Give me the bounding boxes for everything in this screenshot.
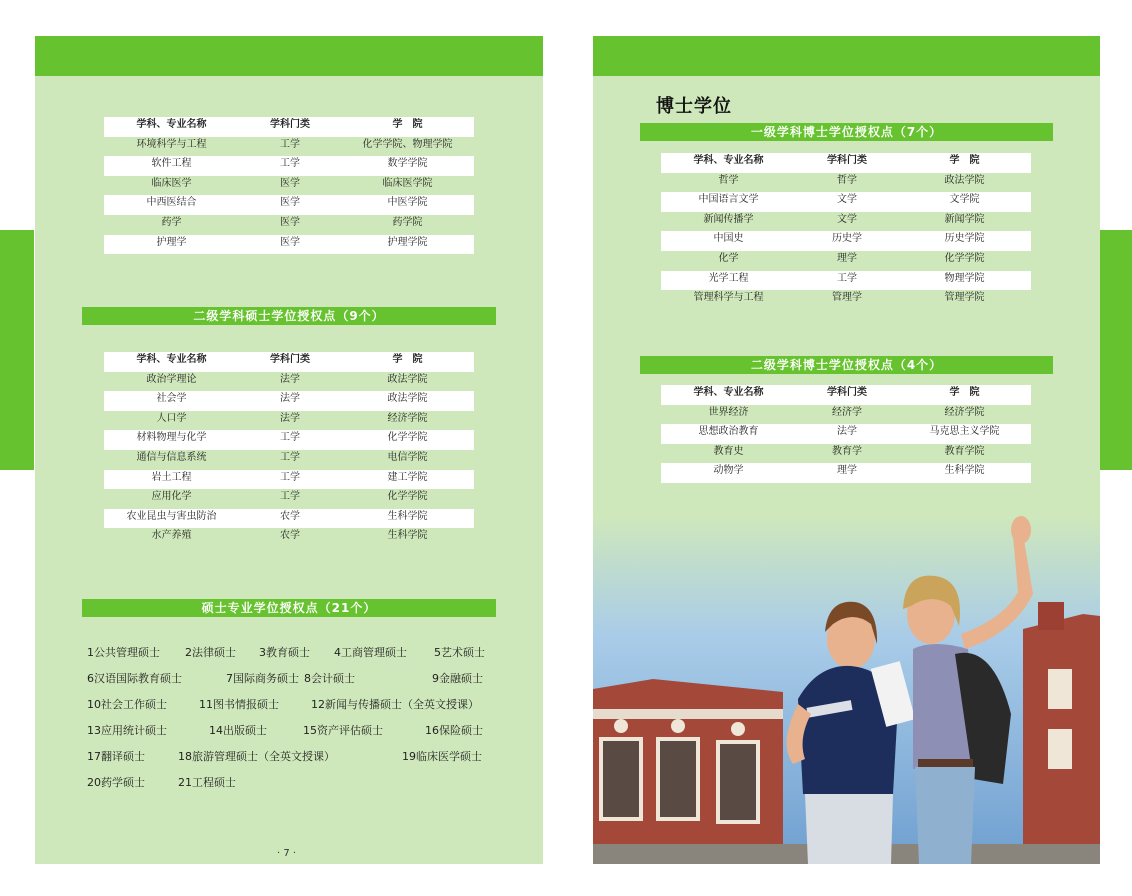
table-cell: 材料物理与化学 <box>136 432 207 444</box>
table-cell: 文学院 <box>949 194 980 206</box>
table-cell: 哲学 <box>837 174 857 186</box>
table-cell: 水产养殖 <box>151 530 192 542</box>
right-page <box>593 36 1100 864</box>
degree-item: 19临床医学硕士 <box>402 750 482 763</box>
table-cell: 中国语言文学 <box>698 194 759 206</box>
degree-line <box>87 644 507 660</box>
table-cell: 中国史 <box>713 233 744 245</box>
left-table-2 <box>104 352 474 548</box>
right-bar-1: 一级学科博士学位授权点（7个） <box>640 123 1053 141</box>
table-row <box>104 137 474 157</box>
table-cell: 光学工程 <box>708 272 749 284</box>
degree-item: 10社会工作硕士 <box>87 698 167 711</box>
table-row <box>104 372 474 392</box>
table-row <box>104 509 474 529</box>
degree-item: 15资产评估硕士 <box>303 724 383 737</box>
table-cell: 农学 <box>280 530 300 542</box>
table-cell: 学 院 <box>949 155 980 166</box>
table-cell: 学 院 <box>392 354 423 365</box>
table-cell: 化学学院 <box>944 252 985 264</box>
table-cell: 农业昆虫与害虫防治 <box>126 510 217 522</box>
table-cell: 通信与信息系统 <box>136 451 207 463</box>
right-table-2 <box>661 385 1031 483</box>
degree-item: 11图书情报硕士 <box>199 698 279 711</box>
table-cell: 管理学 <box>832 292 862 304</box>
table-row <box>104 176 474 196</box>
professional-degree-list <box>87 644 507 804</box>
table-row <box>661 405 1031 425</box>
table-cell: 临床医学 <box>151 177 192 189</box>
table-row <box>661 444 1031 464</box>
degree-item: 3教育硕士 <box>259 646 310 659</box>
page-number: · 7 · <box>277 848 297 859</box>
table-cell: 世界经济 <box>708 406 749 418</box>
table-row <box>104 470 474 490</box>
degree-item: 16保险硕士 <box>425 724 483 737</box>
degree-item: 17翻译硕士 <box>87 750 145 763</box>
table-cell: 管理学院 <box>944 292 985 304</box>
students-photo <box>593 514 1100 864</box>
degree-item: 18旅游管理硕士（全英文授课） <box>178 750 335 763</box>
table-cell: 学科门类 <box>270 354 310 365</box>
table-cell: 学 院 <box>949 387 980 398</box>
table-cell: 政治学理论 <box>146 373 197 385</box>
table-row <box>661 271 1031 291</box>
left-table-1 <box>104 117 474 254</box>
table-cell: 物理学院 <box>944 272 985 284</box>
table-cell: 经济学 <box>832 406 862 418</box>
table-cell: 新闻传播学 <box>703 213 754 225</box>
table-cell: 政法学院 <box>387 373 428 385</box>
table-cell: 学科、专业名称 <box>693 155 764 166</box>
table-cell: 药学 <box>161 216 182 228</box>
table-cell: 学科、专业名称 <box>136 119 207 130</box>
table-row <box>661 463 1031 483</box>
table-row <box>104 450 474 470</box>
right-side-tab <box>1100 230 1132 470</box>
table-cell: 法学 <box>280 393 300 405</box>
left-bar-2: 二级学科硕士学位授权点（9个） <box>82 307 496 325</box>
table-cell: 环境科学与工程 <box>136 138 207 150</box>
degree-item: 6汉语国际教育硕士 <box>87 672 182 685</box>
table-header-row <box>661 385 1031 405</box>
table-cell: 动物学 <box>713 465 744 477</box>
table-cell: 历史学院 <box>944 233 985 245</box>
table-cell: 新闻学院 <box>944 213 985 225</box>
degree-line <box>87 670 507 686</box>
table-cell: 马克思主义学院 <box>929 426 1000 438</box>
table-cell: 工学 <box>837 272 857 284</box>
degree-item: 8会计硕士 <box>304 672 355 685</box>
table-row <box>661 424 1031 444</box>
table-cell: 中医学院 <box>387 197 428 209</box>
table-cell: 理学 <box>837 252 857 264</box>
degree-line <box>87 748 507 764</box>
degree-item: 14出版硕士 <box>209 724 267 737</box>
table-cell: 医学 <box>280 197 300 209</box>
table-cell: 化学 <box>718 252 739 264</box>
table-row <box>104 235 474 255</box>
degree-item: 1公共管理硕士 <box>87 646 160 659</box>
table-cell: 化学学院 <box>387 432 428 444</box>
degree-line <box>87 774 507 790</box>
table-cell: 学科门类 <box>827 387 867 398</box>
table-header-row <box>104 117 474 137</box>
degree-item: 12新闻与传播硕士（全英文授课） <box>311 698 479 711</box>
page-title: 博士学位 <box>656 96 732 117</box>
table-cell: 政法学院 <box>944 174 985 186</box>
table-cell: 工学 <box>280 432 300 444</box>
table-cell: 学 院 <box>392 119 423 130</box>
table-cell: 农学 <box>280 510 300 522</box>
table-row <box>104 391 474 411</box>
table-cell: 工学 <box>280 451 300 463</box>
table-cell: 理学 <box>837 465 857 477</box>
table-cell: 经济学院 <box>387 412 428 424</box>
degree-item: 7国际商务硕士 <box>226 672 299 685</box>
table-cell: 医学 <box>280 236 300 248</box>
table-cell: 电信学院 <box>387 451 428 463</box>
degree-line <box>87 696 507 712</box>
table-cell: 法学 <box>837 426 857 438</box>
table-cell: 教育学 <box>832 445 862 457</box>
table-cell: 经济学院 <box>944 406 985 418</box>
table-cell: 化学学院、物理学院 <box>362 138 453 150</box>
table-cell: 生科学院 <box>944 465 985 477</box>
table-cell: 生科学院 <box>387 530 428 542</box>
table-cell: 思想政治教育 <box>698 426 759 438</box>
degree-item: 5艺术硕士 <box>434 646 485 659</box>
degree-line <box>87 722 507 738</box>
table-row <box>661 212 1031 232</box>
table-cell: 医学 <box>280 216 300 228</box>
degree-item: 20药学硕士 <box>87 776 145 789</box>
table-header-row <box>104 352 474 372</box>
table-cell: 法学 <box>280 412 300 424</box>
table-cell: 历史学 <box>832 233 862 245</box>
table-cell: 工学 <box>280 471 300 483</box>
table-cell: 学科、专业名称 <box>693 387 764 398</box>
degree-item: 9金融硕士 <box>432 672 483 685</box>
right-bar-2: 二级学科博士学位授权点（4个） <box>640 356 1053 374</box>
table-row <box>661 173 1031 193</box>
table-cell: 药学院 <box>392 216 423 228</box>
table-row <box>104 430 474 450</box>
table-cell: 管理科学与工程 <box>693 292 764 304</box>
left-page <box>35 36 543 864</box>
right-table-1 <box>661 153 1031 310</box>
table-row <box>661 231 1031 251</box>
table-cell: 哲学 <box>718 174 739 186</box>
students-photo-illustration <box>593 514 1100 864</box>
degree-item: 13应用统计硕士 <box>87 724 167 737</box>
table-row <box>104 215 474 235</box>
table-cell: 建工学院 <box>387 471 428 483</box>
table-cell: 化学学院 <box>387 491 428 503</box>
table-cell: 人口学 <box>156 412 187 424</box>
table-row <box>104 156 474 176</box>
table-cell: 学科门类 <box>270 119 310 130</box>
table-cell: 护理学院 <box>387 236 428 248</box>
table-cell: 文学 <box>837 213 857 225</box>
table-cell: 工学 <box>280 158 300 170</box>
table-cell: 生科学院 <box>387 510 428 522</box>
table-cell: 工学 <box>280 138 300 150</box>
table-cell: 教育学院 <box>944 445 985 457</box>
table-cell: 社会学 <box>156 393 187 405</box>
table-cell: 法学 <box>280 373 300 385</box>
left-bar-3: 硕士专业学位授权点（21个） <box>82 599 496 617</box>
table-cell: 护理学 <box>156 236 187 248</box>
table-cell: 临床医学院 <box>382 177 433 189</box>
right-page-header <box>593 36 1100 76</box>
table-cell: 工学 <box>280 491 300 503</box>
left-page-header <box>35 36 543 76</box>
table-cell: 教育史 <box>713 445 744 457</box>
left-side-tab <box>0 230 34 470</box>
table-cell: 中西医结合 <box>146 197 197 209</box>
table-cell: 应用化学 <box>151 491 192 503</box>
table-header-row <box>661 153 1031 173</box>
table-cell: 软件工程 <box>151 158 192 170</box>
table-cell: 学科、专业名称 <box>136 354 207 365</box>
degree-item: 21工程硕士 <box>178 776 236 789</box>
table-row <box>661 251 1031 271</box>
table-row <box>104 528 474 548</box>
table-row <box>104 489 474 509</box>
degree-item: 4工商管理硕士 <box>334 646 407 659</box>
table-cell: 学科门类 <box>827 155 867 166</box>
table-row <box>104 195 474 215</box>
table-row <box>661 290 1031 310</box>
degree-item: 2法律硕士 <box>185 646 236 659</box>
table-row <box>104 411 474 431</box>
table-row <box>661 192 1031 212</box>
table-cell: 医学 <box>280 177 300 189</box>
table-cell: 政法学院 <box>387 393 428 405</box>
table-cell: 岩土工程 <box>151 471 192 483</box>
table-cell: 文学 <box>837 194 857 206</box>
table-cell: 数学学院 <box>387 158 428 170</box>
